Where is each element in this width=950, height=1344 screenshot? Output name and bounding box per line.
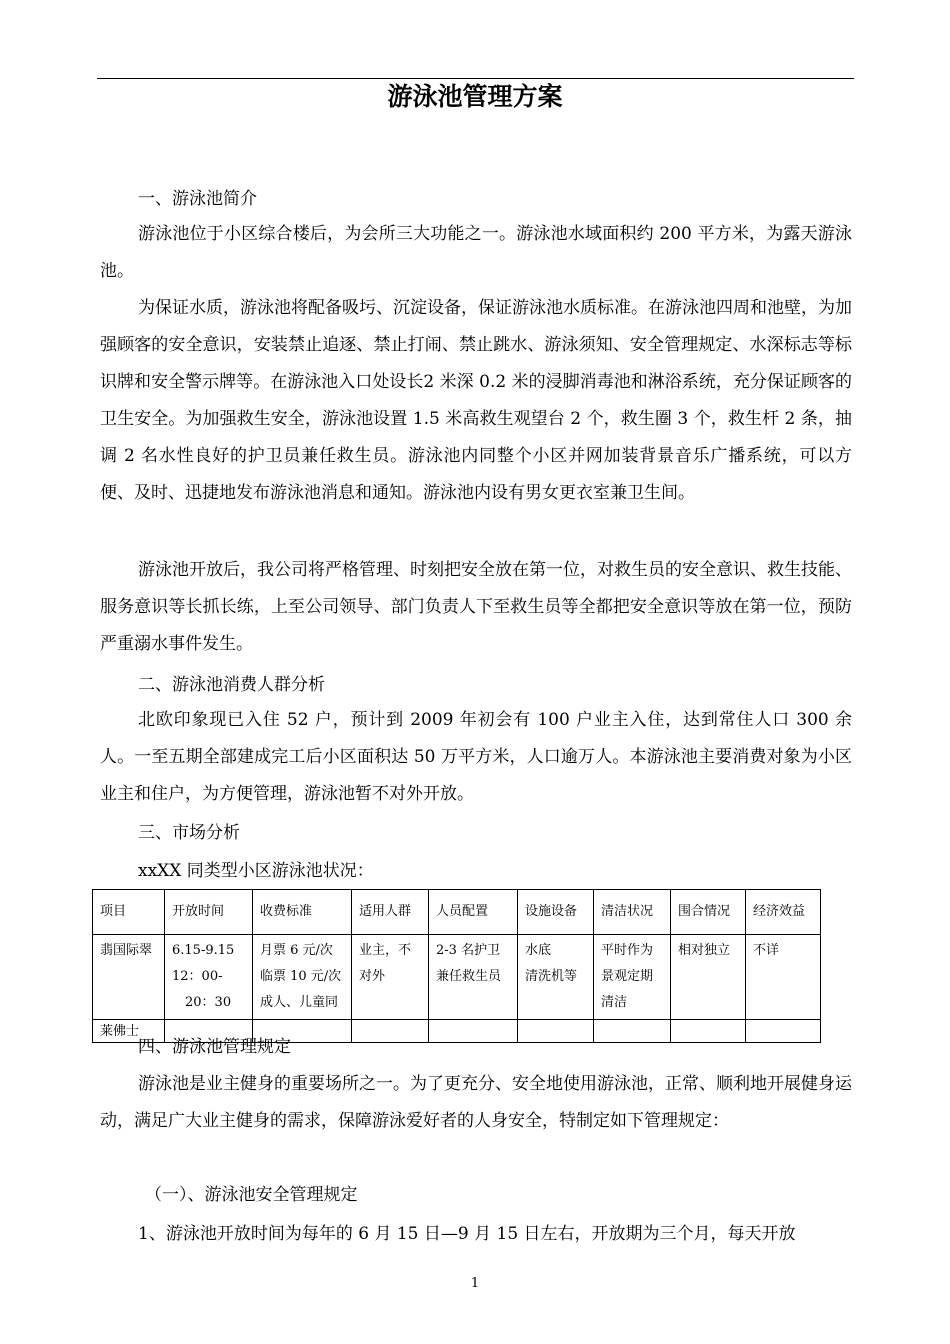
table-cell: 翡国际翠 [93, 935, 165, 1020]
table-header-cell: 设施设备 [518, 890, 594, 935]
subsection-heading-safety: （一）、游泳池安全管理规定 [145, 1185, 358, 1205]
header-rule [97, 78, 854, 79]
table-header-cell: 清洁状况 [594, 890, 671, 935]
table-cell [594, 1020, 671, 1043]
document-title: 游泳池管理方案 [387, 82, 563, 111]
table-cell: 莱佛士 [93, 1020, 165, 1043]
paragraph-intro-2: 为保证水质，游泳池将配备吸圬、沉淀设备，保证游泳池水质标准。在游泳池四周和池壁，为加强顾客的安全意识，安装禁止追逐、禁止打闹、禁止跳水、游泳须知、安全管理规定、水深标志等标识牌和安全警示牌等。在游泳池入口处设长2 米深 0.2 米的浸脚消毒池和淋浴系统，充分保证顾客的卫生安全。为加强救生安全，游泳池设置 1.5 米高救生观望台 2 个，救生圈 3 个，救生杆 2 条，抽调 2 名水性良好的护卫员兼任救生员。游泳池内同整个小区并网加装背景音乐广播系统，可以方便、及时、迅捷地发布游泳池消息和通知。游泳池内设有男女更衣室兼卫生间。 [100, 298, 852, 503]
paragraph-intro-3: 游泳池开放后，我公司将严格管理、时刻把安全放在第一位，对救生员的安全意识、救生技能、服务意识等长抓长练，上至公司领导、部门负责人下至救生员等全都把安全意识等放在第一位，预防严重溺水事件发生。 [100, 560, 852, 654]
table-cell: 不详 [746, 935, 821, 1020]
table-caption: xxXX 同类型小区游泳池状况： [138, 861, 374, 881]
table-cell: 6.15-9.15 12：00- 20：30 [165, 935, 253, 1020]
table-cell [429, 1020, 518, 1043]
table-cell: 相对独立 [671, 935, 746, 1020]
table-header-cell: 开放时间 [165, 890, 253, 935]
page-number: 1 [470, 1276, 480, 1291]
table-cell: 水底 清洗机等 [518, 935, 594, 1020]
section-heading-rules: 四、游泳池管理规定 [138, 1037, 291, 1057]
section-heading-consumers: 二、游泳池消费人群分析 [138, 675, 325, 695]
table-cell: 月票 6 元/次 临票 10 元/次 成人、儿童同 [253, 935, 352, 1020]
table-cell [671, 1020, 746, 1043]
table-header-cell: 适用人群 [352, 890, 429, 935]
paragraph-intro-1: 游泳池位于小区综合楼后，为会所三大功能之一。游泳池水域面积约 200 平方米，为露天游泳池。 [100, 224, 852, 281]
table-header-cell: 收费标准 [253, 890, 352, 935]
table-header-row [93, 890, 821, 935]
section-heading-intro: 一、游泳池简介 [138, 189, 257, 209]
table-row [93, 935, 821, 1020]
rule-item-1: 1、游泳池开放时间为每年的 6 月 15 日—9 月 15 日左右，开放期为三个月，每天开放 [138, 1224, 796, 1244]
table-cell: 平时作为 景观定期 清洁 [594, 935, 671, 1020]
table-cell [518, 1020, 594, 1043]
comparison-table [92, 889, 821, 1043]
table-header-cell: 项目 [93, 890, 165, 935]
table-cell: 业主，不 对外 [352, 935, 429, 1020]
table-header-cell: 人员配置 [429, 890, 518, 935]
table-header-cell: 围合情况 [671, 890, 746, 935]
paragraph-rules: 游泳池是业主健身的重要场所之一。为了更充分、安全地使用游泳池，正常、顺利地开展健身运动，满足广大业主健身的需求，保障游泳爱好者的人身安全，特制定如下管理规定： [100, 1074, 852, 1131]
paragraph-consumers: 北欧印象现已入住 52 户，预计到 2009 年初会有 100 户业主入住，达到常住人口 300 余人。一至五期全部建成完工后小区面积达 50 万平方米，人口逾万人。本游泳池主要消费对象为小区业主和住户，为方便管理，游泳池暂不对外开放。 [100, 710, 852, 804]
table-cell [746, 1020, 821, 1043]
table-header-cell: 经济效益 [746, 890, 821, 935]
table-cell [352, 1020, 429, 1043]
section-heading-market: 三、市场分析 [138, 823, 240, 843]
table-cell: 2-3 名护卫 兼任救生员 [429, 935, 518, 1020]
